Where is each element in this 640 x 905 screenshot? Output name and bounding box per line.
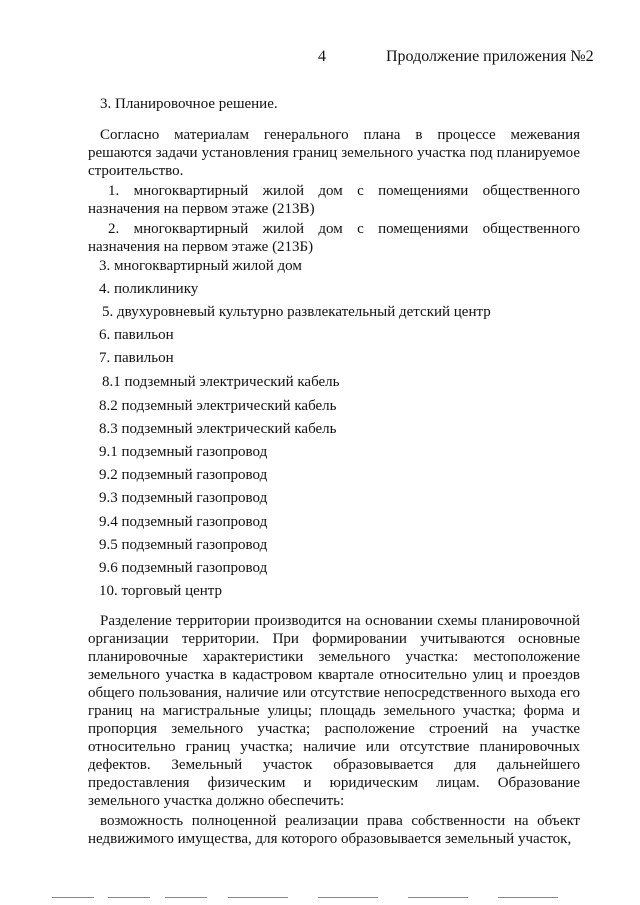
footer-rule-4: [228, 897, 288, 898]
list-item-2: 2. многоквартирный жилой дом с помещениями общественного назначения на первом этаже (213Б): [88, 221, 580, 255]
list-item-4: 4. поликлинику: [99, 281, 199, 297]
list-item-8-1: 8.1 подземный электрический кабель: [102, 374, 340, 390]
list-item-8-2: 8.2 подземный электрический кабель: [99, 398, 337, 414]
footer-rule-6: [408, 897, 468, 898]
list-item-9-2: 9.2 подземный газопровод: [99, 467, 268, 483]
list-item-5: 5. двухуровневый культурно развлекательный детский центр: [102, 304, 491, 320]
list-item-9-4: 9.4 подземный газопровод: [99, 514, 268, 530]
list-item-1: 1. многоквартирный жилой дом с помещениями общественного назначения на первом этаже (213В): [88, 183, 580, 217]
list-item-9-1: 9.1 подземный газопровод: [99, 444, 268, 460]
list-item-3: 3. многоквартирный жилой дом: [99, 258, 302, 274]
list-item-9-3: 9.3 подземный газопровод: [99, 490, 268, 506]
running-header: Продолжение приложения №2: [386, 48, 594, 65]
page-number: 4: [318, 48, 326, 65]
footer-rule-3: [165, 897, 207, 898]
footer-rule-1: [52, 897, 94, 898]
section-heading: 3. Планировочное решение.: [100, 96, 278, 112]
list-item-10: 10. торговый центр: [99, 583, 223, 599]
footer-rule-5: [318, 897, 378, 898]
list-item-7: 7. павильон: [99, 350, 174, 366]
final-paragraph: возможность полноценной реализации права собственности на объект недвижимого имущества, для которого образовывается земельный участок,: [88, 813, 580, 847]
list-item-9-5: 9.5 подземный газопровод: [99, 537, 268, 553]
intro-paragraph: Согласно материалам генерального плана в процессе межевания решаются задачи установления границ земельного участка под планируемое строительство.: [88, 127, 580, 179]
list-item-8-3: 8.3 подземный электрический кабель: [99, 421, 337, 437]
body-paragraph: Разделение территории производится на основании схемы планировочной организации территории. При формировании учитываются основные планировочные характеристики земельного участка: местоположение земельного участка в кадастровом квартале относительно улиц и проездов общего пользования, наличие или отсутствие непосредственного выхода его границ на магистральные улицы; площадь земельного участка; форма и пропорция земельного участка; расположение строений на участке относительно границ участка; наличие или отсутствие планировочных дефектов. Земельный участок образовывается для дальнейшего предоставления физическим и юридическим лицам. Образование земельного участка должно обеспечить:: [88, 613, 580, 809]
footer-rule-7: [498, 897, 558, 898]
list-item-9-6: 9.6 подземный газопровод: [99, 560, 268, 576]
footer-rule-2: [108, 897, 150, 898]
list-item-6: 6. павильон: [99, 327, 174, 343]
